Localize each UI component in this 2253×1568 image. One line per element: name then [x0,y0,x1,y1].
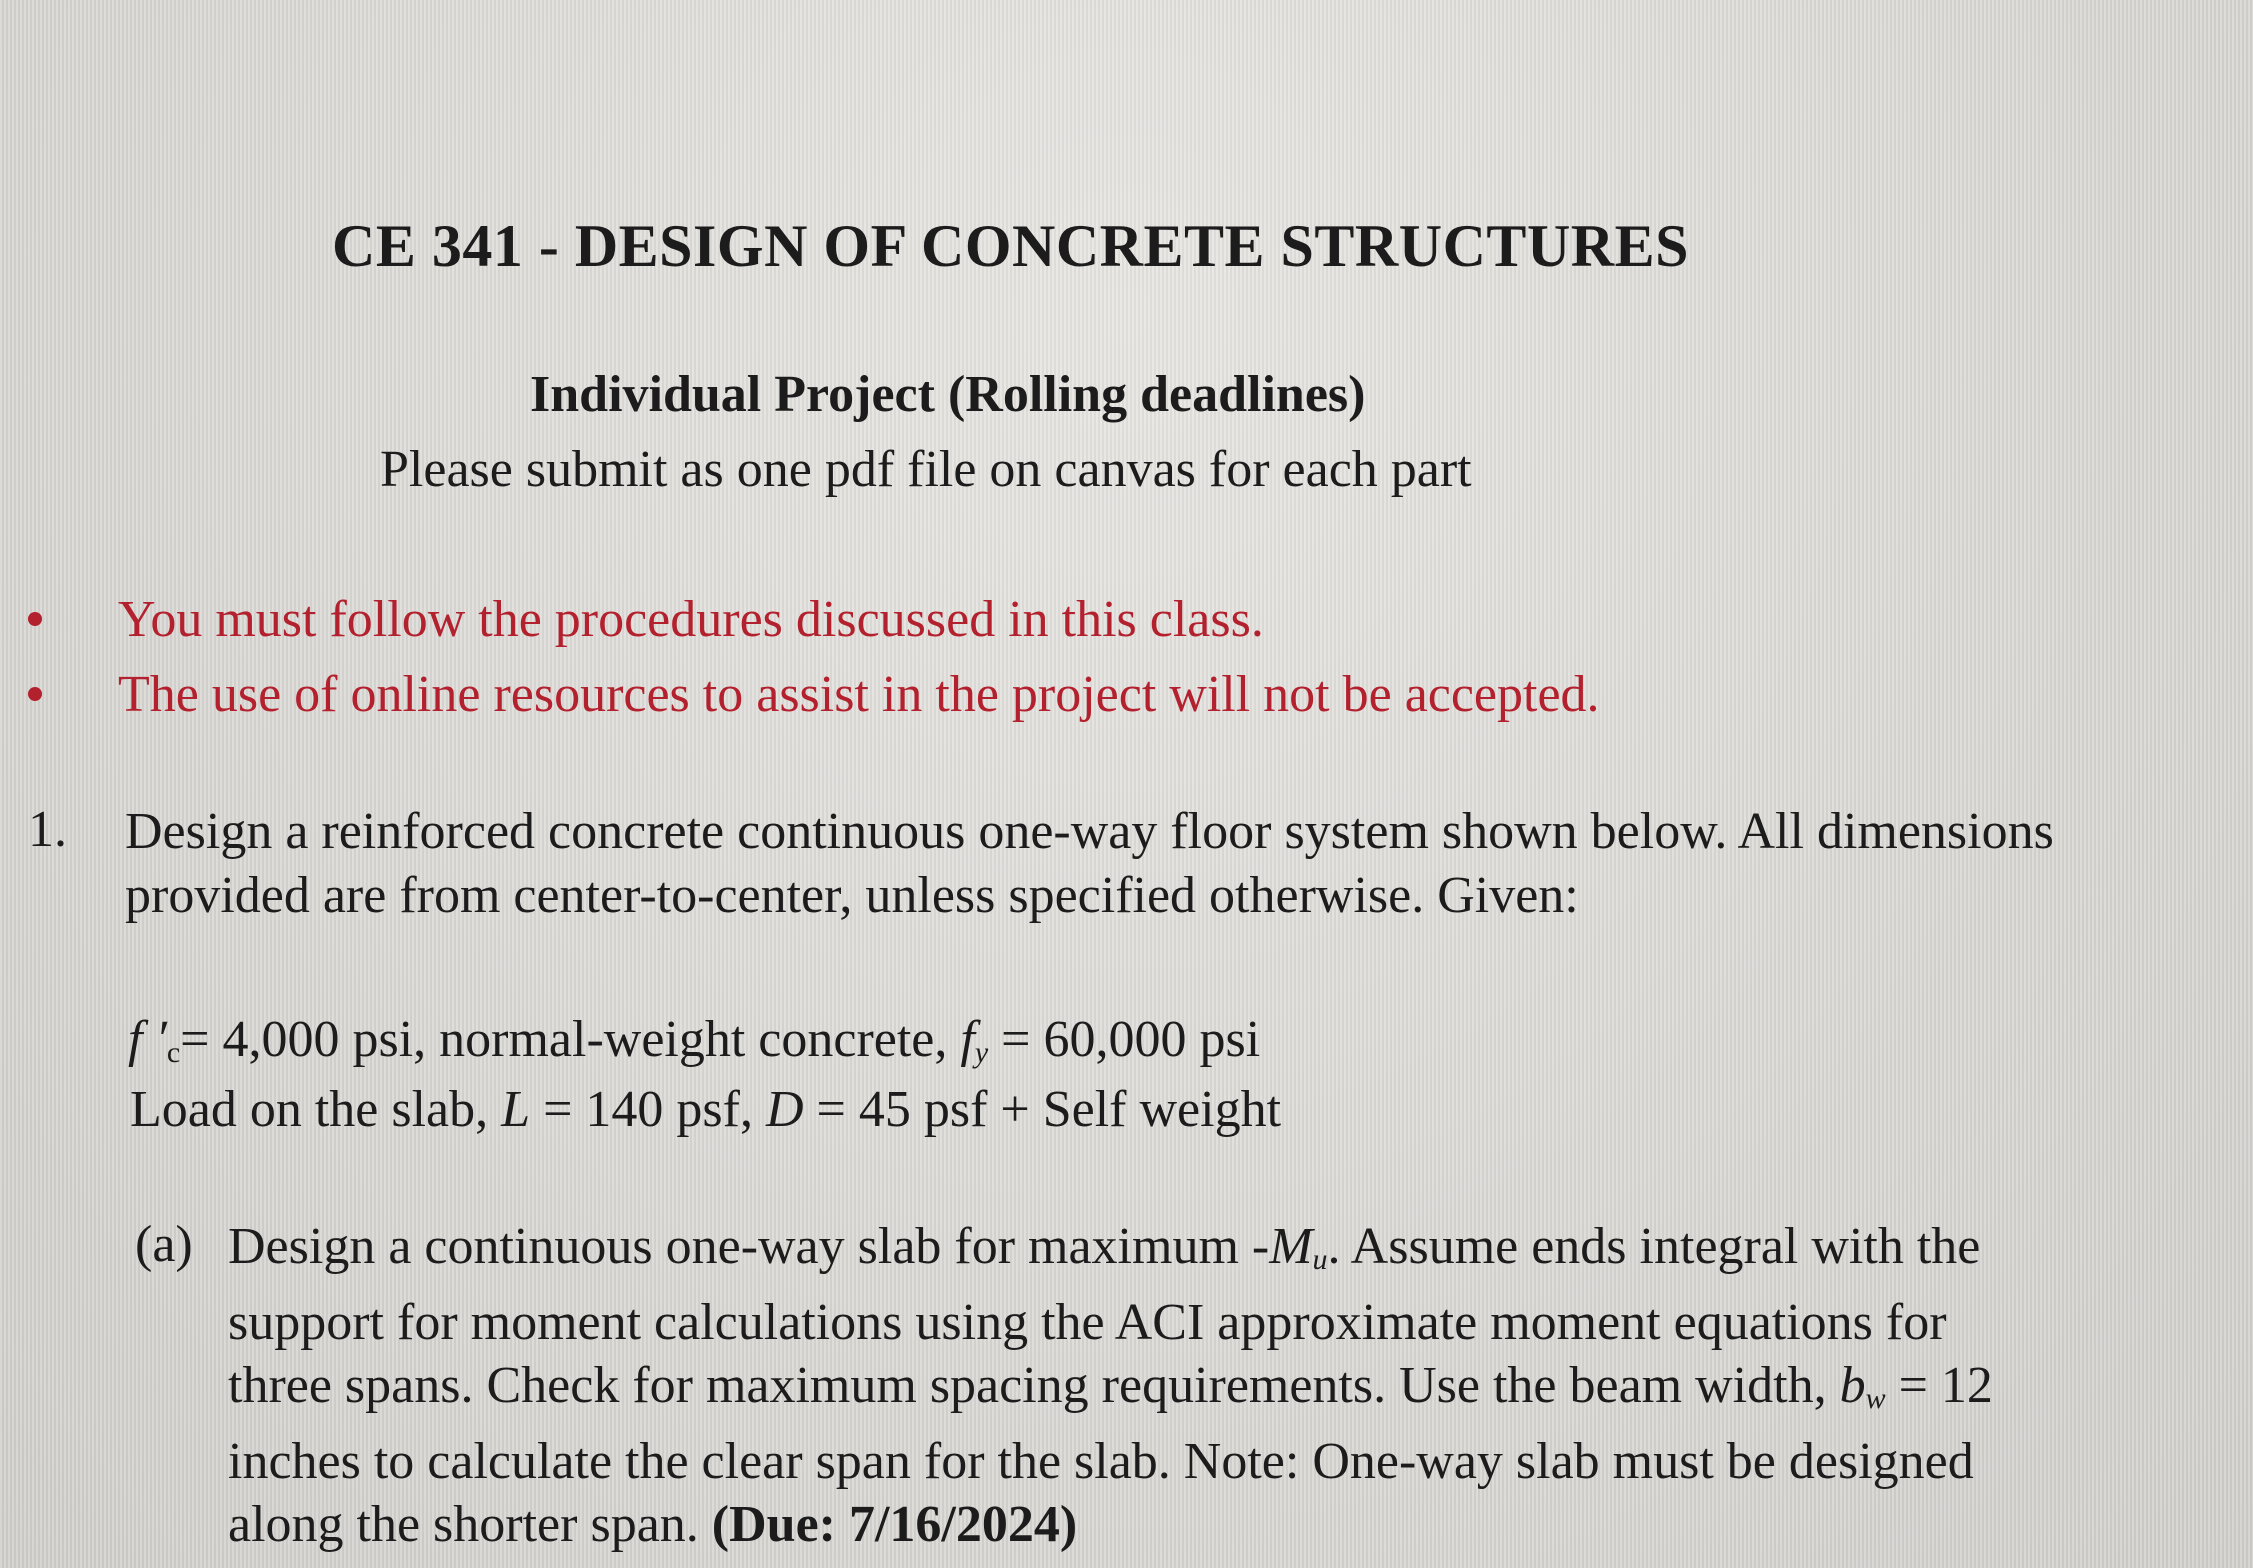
live-load-value: = 140 psf, [530,1081,766,1138]
given-material-properties [128,1010,1260,1070]
submission-instruction: Please submit as one pdf file on canvas for each part [380,441,1472,498]
fy-symbol: f [960,1011,975,1068]
dead-load-symbol: D [765,1081,804,1138]
bullet-icon [28,612,42,626]
part-a-text-2: . Assume ends integral with the support for moment calculations using the ACI approximate moment equations for three spans. Check for maximum spacing requirements. Use the beam width, [228,1218,1981,1414]
problem-number: 1. [28,801,67,858]
fy-value: = 60,000 psi [988,1011,1261,1068]
load-prefix: Load on the slab, [130,1081,502,1138]
course-title: CE 341 - DESIGN OF CONCRETE STRUCTURES [332,213,1689,279]
fc-subscript: c [166,1036,181,1069]
rule-text: You must follow the procedures discussed in this class. [118,591,1264,648]
project-subtitle: Individual Project (Rolling deadlines) [530,366,1366,423]
fy-subscript: y [974,1036,989,1069]
live-load-symbol: L [501,1081,531,1138]
bullet-icon [28,687,42,701]
part-a-label: (a) [135,1216,193,1273]
fc-symbol: f ′ [128,1011,167,1068]
due-date: (Due: 7/16/2024) [711,1496,1078,1553]
problem-statement: Design a reinforced concrete continuous one-way floor system shown below. All dimensions provided are from center-to-center, unless specified otherwise. Given: [125,803,2054,924]
bw-symbol: b [1839,1357,1866,1414]
fc-value: = 4,000 psi, normal-weight concrete, [180,1011,961,1068]
part-a-text-3: = 12 inches to calculate the clear span for the slab. Note: One-way slab must be designed along the shorter span. [228,1357,1993,1553]
part-a-text [228,1215,2058,1556]
bw-subscript: w [1865,1382,1886,1415]
mu-symbol: M [1269,1218,1313,1275]
rule-text: The use of online resources to assist in the project will not be accepted. [118,666,1600,723]
dead-load-value: = 45 psf + Self weight [803,1081,1282,1138]
given-loads [130,1080,1281,1139]
mu-subscript: u [1312,1243,1328,1276]
part-a-text-1: Design a continuous one-way slab for maximum - [228,1218,1270,1275]
